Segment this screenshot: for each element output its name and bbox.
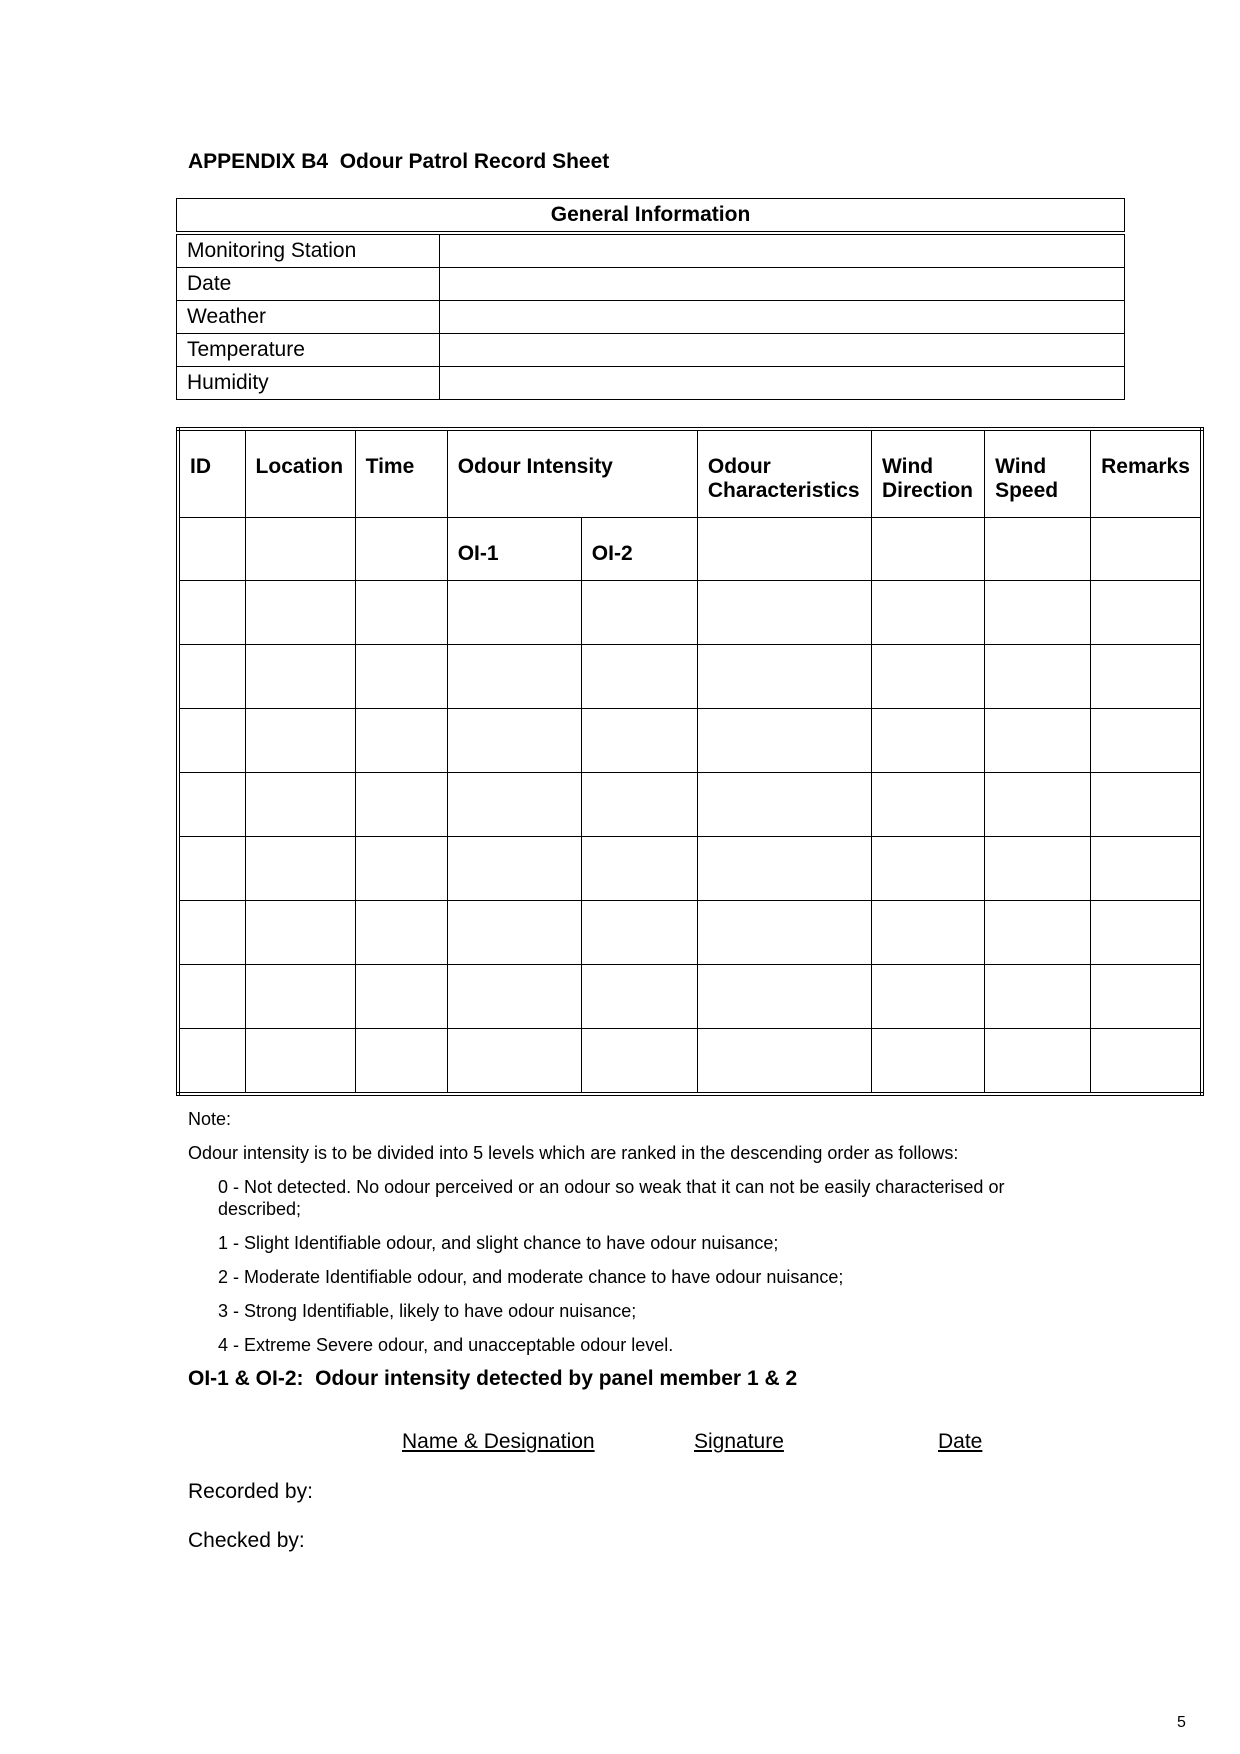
note-level-0: 0 - Not detected. No odour perceived or an odour so weak that it can not be easily characterised or described; bbox=[218, 1177, 1005, 1219]
empty-cell bbox=[1091, 517, 1202, 580]
checked-by-label: Checked by: bbox=[188, 1529, 305, 1552]
entry-cell[interactable] bbox=[1091, 708, 1202, 772]
note-intro: Odour intensity is to be divided into 5 levels which are ranked in the descending order as follows: bbox=[188, 1143, 959, 1163]
entry-cell[interactable] bbox=[178, 708, 245, 772]
entry-cell[interactable] bbox=[581, 964, 697, 1028]
field-label: Weather bbox=[177, 301, 440, 334]
recorded-by-label: Recorded by: bbox=[188, 1480, 313, 1503]
note-definition: OI-1 & OI-2: Odour intensity detected by panel member 1 & 2 bbox=[188, 1367, 798, 1390]
header-odour-characteristics: Odour Characteristics bbox=[697, 429, 871, 517]
entry-cell[interactable] bbox=[447, 580, 581, 644]
entry-cell[interactable] bbox=[178, 836, 245, 900]
table-row bbox=[177, 301, 1125, 334]
signature-heading-date: Date bbox=[938, 1430, 983, 1453]
entry-cell[interactable] bbox=[447, 900, 581, 964]
entry-cell[interactable] bbox=[245, 1028, 355, 1094]
empty-cell bbox=[985, 517, 1091, 580]
entry-cell[interactable] bbox=[447, 772, 581, 836]
entry-cell[interactable] bbox=[581, 772, 697, 836]
field-value[interactable] bbox=[440, 367, 1125, 400]
table-row bbox=[177, 268, 1125, 301]
entry-cell[interactable] bbox=[985, 1028, 1091, 1094]
sub-header-row bbox=[178, 517, 1202, 580]
header-oi1: OI-1 bbox=[447, 517, 581, 580]
empty-cell bbox=[355, 517, 447, 580]
empty-cell bbox=[697, 517, 871, 580]
note-level-3: 3 - Strong Identifiable, likely to have odour nuisance; bbox=[218, 1301, 637, 1321]
table-row bbox=[178, 1028, 1202, 1094]
entry-cell[interactable] bbox=[355, 1028, 447, 1094]
table-row bbox=[178, 580, 1202, 644]
entry-cell[interactable] bbox=[697, 964, 871, 1028]
entry-cell[interactable] bbox=[581, 580, 697, 644]
entry-cell[interactable] bbox=[871, 708, 984, 772]
header-odour-intensity: Odour Intensity bbox=[447, 429, 697, 517]
entry-cell[interactable] bbox=[697, 580, 871, 644]
entry-cell[interactable] bbox=[178, 644, 245, 708]
odour-patrol-table bbox=[176, 427, 1204, 1096]
entry-cell[interactable] bbox=[581, 644, 697, 708]
header-oi2: OI-2 bbox=[581, 517, 697, 580]
entry-cell[interactable] bbox=[355, 708, 447, 772]
entry-cell[interactable] bbox=[178, 900, 245, 964]
entry-cell[interactable] bbox=[1091, 836, 1202, 900]
table-row bbox=[178, 644, 1202, 708]
entry-cell[interactable] bbox=[245, 708, 355, 772]
entry-cell[interactable] bbox=[245, 644, 355, 708]
entry-cell[interactable] bbox=[581, 708, 697, 772]
entry-cell[interactable] bbox=[1091, 1028, 1202, 1094]
header-wind-speed: Wind Speed bbox=[985, 429, 1091, 517]
table-row bbox=[178, 836, 1202, 900]
entry-cell[interactable] bbox=[697, 1028, 871, 1094]
entry-cell[interactable] bbox=[985, 708, 1091, 772]
entry-cell[interactable] bbox=[871, 1028, 984, 1094]
entry-cell[interactable] bbox=[245, 900, 355, 964]
entry-cell[interactable] bbox=[355, 644, 447, 708]
entry-cell[interactable] bbox=[447, 1028, 581, 1094]
table-row bbox=[178, 708, 1202, 772]
note-level-2: 2 - Moderate Identifiable odour, and moderate chance to have odour nuisance; bbox=[218, 1267, 844, 1287]
entry-cell[interactable] bbox=[985, 964, 1091, 1028]
field-label: Temperature bbox=[177, 334, 440, 367]
entry-cell[interactable] bbox=[985, 580, 1091, 644]
table-row bbox=[178, 900, 1202, 964]
entry-cell[interactable] bbox=[1091, 900, 1202, 964]
entry-cell[interactable] bbox=[1091, 580, 1202, 644]
entry-cell[interactable] bbox=[245, 580, 355, 644]
note-label: Note: bbox=[188, 1109, 232, 1129]
entry-cell[interactable] bbox=[697, 900, 871, 964]
signature-heading-signature: Signature bbox=[694, 1430, 784, 1453]
entry-cell[interactable] bbox=[1091, 964, 1202, 1028]
header-time: Time bbox=[355, 429, 447, 517]
general-information-heading: General Information bbox=[177, 199, 1125, 234]
field-value[interactable] bbox=[440, 334, 1125, 367]
entry-cell[interactable] bbox=[245, 836, 355, 900]
entry-cell[interactable] bbox=[178, 1028, 245, 1094]
entry-cell[interactable] bbox=[697, 708, 871, 772]
table-row bbox=[178, 964, 1202, 1028]
field-label: Humidity bbox=[177, 367, 440, 400]
header-row bbox=[178, 429, 1202, 517]
table-row bbox=[177, 233, 1125, 268]
entry-cell[interactable] bbox=[245, 772, 355, 836]
entry-cell[interactable] bbox=[178, 772, 245, 836]
entry-cell[interactable] bbox=[985, 644, 1091, 708]
entry-cell[interactable] bbox=[581, 900, 697, 964]
entry-cell[interactable] bbox=[1091, 772, 1202, 836]
entry-cell[interactable] bbox=[178, 580, 245, 644]
entry-cell[interactable] bbox=[355, 836, 447, 900]
header-wind-direction: Wind Direction bbox=[871, 429, 984, 517]
empty-cell bbox=[178, 517, 245, 580]
entry-cell[interactable] bbox=[871, 644, 984, 708]
field-label: Date bbox=[177, 268, 440, 301]
note-level-4: 4 - Extreme Severe odour, and unacceptable odour level. bbox=[218, 1335, 674, 1355]
empty-cell bbox=[871, 517, 984, 580]
entry-cell[interactable] bbox=[355, 580, 447, 644]
entry-cell[interactable] bbox=[985, 772, 1091, 836]
entry-cell[interactable] bbox=[871, 580, 984, 644]
entry-cell[interactable] bbox=[871, 772, 984, 836]
entry-cell[interactable] bbox=[697, 836, 871, 900]
entry-cell[interactable] bbox=[871, 836, 984, 900]
entry-cell[interactable] bbox=[871, 964, 984, 1028]
entry-cell[interactable] bbox=[1091, 644, 1202, 708]
table-row bbox=[177, 367, 1125, 400]
entry-cell[interactable] bbox=[245, 964, 355, 1028]
table-row bbox=[178, 772, 1202, 836]
entry-cell[interactable] bbox=[355, 900, 447, 964]
field-value[interactable] bbox=[440, 301, 1125, 334]
entry-cell[interactable] bbox=[447, 708, 581, 772]
field-value[interactable] bbox=[440, 268, 1125, 301]
entry-cell[interactable] bbox=[355, 772, 447, 836]
entry-cell[interactable] bbox=[985, 836, 1091, 900]
general-information-table bbox=[176, 198, 1125, 400]
field-value[interactable] bbox=[440, 233, 1125, 268]
entry-cell[interactable] bbox=[697, 772, 871, 836]
signature-heading-name: Name & Designation bbox=[402, 1430, 595, 1453]
document-title: APPENDIX B4 Odour Patrol Record Sheet bbox=[188, 150, 610, 173]
entry-cell[interactable] bbox=[985, 900, 1091, 964]
empty-cell bbox=[245, 517, 355, 580]
notes-section bbox=[188, 1108, 1088, 1402]
page-number: 5 bbox=[1177, 1714, 1186, 1731]
entry-cell[interactable] bbox=[447, 644, 581, 708]
header-id: ID bbox=[178, 429, 245, 517]
entry-cell[interactable] bbox=[355, 964, 447, 1028]
entry-cell[interactable] bbox=[697, 644, 871, 708]
entry-cell[interactable] bbox=[871, 900, 984, 964]
entry-cell[interactable] bbox=[581, 836, 697, 900]
table-row bbox=[177, 334, 1125, 367]
entry-cell[interactable] bbox=[447, 836, 581, 900]
header-location: Location bbox=[245, 429, 355, 517]
entry-cell[interactable] bbox=[447, 964, 581, 1028]
header-remarks: Remarks bbox=[1091, 429, 1202, 517]
entry-cell[interactable] bbox=[178, 964, 245, 1028]
note-level-1: 1 - Slight Identifiable odour, and slight chance to have odour nuisance; bbox=[218, 1233, 779, 1253]
field-label: Monitoring Station bbox=[177, 233, 440, 268]
entry-cell[interactable] bbox=[581, 1028, 697, 1094]
